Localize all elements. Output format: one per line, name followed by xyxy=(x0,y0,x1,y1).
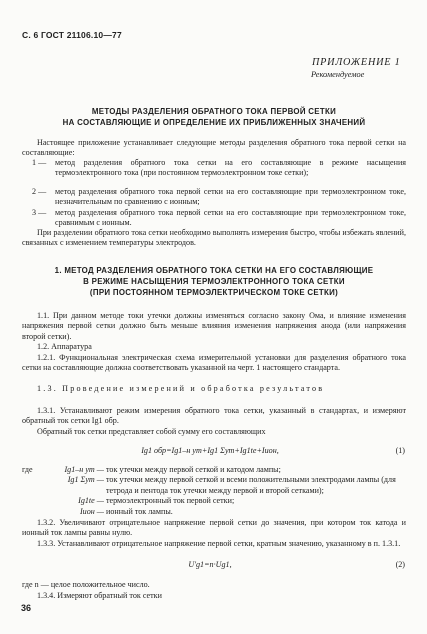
appendix-note: Рекомендуемое xyxy=(311,70,365,79)
method-marker: 1 — xyxy=(32,158,47,167)
definition-text: ток утечки между первой сеткой и катодом лампы; xyxy=(106,465,281,474)
section-heading xyxy=(22,265,406,298)
method-text: метод разделения обратного тока первой сетки на его составляющие при термоэлектронном токе, незначительным по сравнению с ионным; xyxy=(55,187,406,207)
formula-2-number: (2) xyxy=(395,560,405,569)
definition-row xyxy=(22,475,406,496)
page-header: С. 6 ГОСТ 21106.10—77 xyxy=(22,30,122,40)
definitions-list xyxy=(22,465,406,517)
definition-text: ток утечки между первой сеткой и всеми положительными электродами лампы (для тетрода и пентода ток утечки между первой и второй сетками); xyxy=(106,475,396,495)
section-heading-line: В РЕЖИМЕ НАСЫЩЕНИЯ ТЕРМОЭЛЕКТРОННОГО ТОКА СЕТКИ xyxy=(83,277,345,286)
where-word: где xyxy=(22,465,33,474)
paragraph-1-1: 1.1. При данном методе токи утечки должны изменяться согласно закону Ома, и влияние изменения напряжения первой сетки должно быть меньше влияния изменения напряжения анода (или напряжения второй сетки). xyxy=(22,311,406,341)
definition-symbol: Ig1 Σут — xyxy=(67,475,104,485)
paragraph-1-3-4: 1.3.4. Измеряют обратный ток сетки xyxy=(37,591,162,600)
sum-paragraph: Обратный ток сетки представляет собой сумму его составляющих xyxy=(37,427,266,436)
paragraph-1-3-2: 1.3.2. Увеличивают отрицательное напряжение первой сетки до значения, при котором ток катода и ионный ток лампы равны нулю. xyxy=(22,518,406,538)
intro-paragraph: Настоящее приложение устанавливает следующие методы разделения обратного тока первой сетки на составляющие: xyxy=(22,138,406,158)
page-number: 36 xyxy=(21,603,32,613)
formula-1-number: (1) xyxy=(395,446,405,455)
method-item xyxy=(22,158,406,179)
definition-text: ионный ток лампы. xyxy=(106,506,173,516)
paragraph-1-2: 1.2. Аппаратура xyxy=(37,342,92,351)
appendix-title-line: НА СОСТАВЛЯЮЩИЕ И ОПРЕДЕЛЕНИЕ ИХ ПРИБЛИЖЕННЫХ ЗНАЧЕНИЙ xyxy=(62,118,366,127)
definition-text: термоэлектронный ток первой сетки; xyxy=(106,496,235,506)
definition-row xyxy=(22,496,406,506)
appendix-label: ПРИЛОЖЕНИЕ 1 xyxy=(312,57,401,68)
section-heading-line: 1. МЕТОД РАЗДЕЛЕНИЯ ОБРАТНОГО ТОКА СЕТКИ НА ЕГО СОСТАВЛЯЮЩИЕ xyxy=(54,266,374,275)
definition-row xyxy=(22,507,406,517)
formula-1: Ig1 обр=Ig1–н ут+Ig1 Σут+Ig1te+Iион, xyxy=(141,446,279,455)
paragraph-1-3-3: 1.3.3. Устанавливают отрицательное напряжение первой сетки, кратным значению, указанному в п. 1.3.1. xyxy=(37,539,401,548)
intro-closing-paragraph: При разделении обратного тока сетки необходимо выполнять измерения быстро, чтобы избежать явлений, связанных с изменением температуры электродов. xyxy=(22,228,406,248)
appendix-title-line: МЕТОДЫ РАЗДЕЛЕНИЯ ОБРАТНОГО ТОКА ПЕРВОЙ СЕТКИ xyxy=(91,107,337,116)
section-heading-line: (ПРИ ПОСТОЯННОМ ТЕРМОЭЛЕКТРИЧЕСКОМ ТОКЕ СЕТКИ) xyxy=(89,288,339,297)
method-text: метод разделения обратного тока сетки на его составляющие в режиме насыщения термоэлектронного тока (при постоянном термоэлектронном токе сетки); xyxy=(55,158,406,178)
method-marker: 3 — xyxy=(32,208,47,217)
appendix-title xyxy=(22,106,406,128)
definition-symbol: Iион — xyxy=(79,506,104,516)
paragraph-1-3: 1.3. Проведение измерений и обработка результатов xyxy=(37,384,325,393)
method-text: метод разделения обратного тока первой сетки на его составляющие при термоэлектронном токе, сравнимым с ионным. xyxy=(55,208,406,228)
method-item xyxy=(22,208,406,229)
method-item xyxy=(22,187,406,208)
definition-symbol: Ig1–н ут — xyxy=(64,465,104,474)
formula-2: U′g1=n·Ug1, xyxy=(188,560,232,569)
paragraph-1-3-1: 1.3.1. Устанавливают режим измерения обратного тока сетки, указанный в стандартах, и измеряют обратный ток сетки Ig1 обр. xyxy=(22,406,406,426)
n-definition: где n — целое положительное число. xyxy=(22,580,150,589)
paragraph-1-2-1: 1.2.1. Функциональная электрическая схема измерительной установки для разделения обратного тока сетки на составляющие должна соответствовать указанной на черт. 1 настоящего стандарта. xyxy=(22,353,406,373)
definition-symbol: Ig1te — xyxy=(78,496,104,506)
method-marker: 2 — xyxy=(32,187,47,196)
definition-row xyxy=(22,465,406,475)
